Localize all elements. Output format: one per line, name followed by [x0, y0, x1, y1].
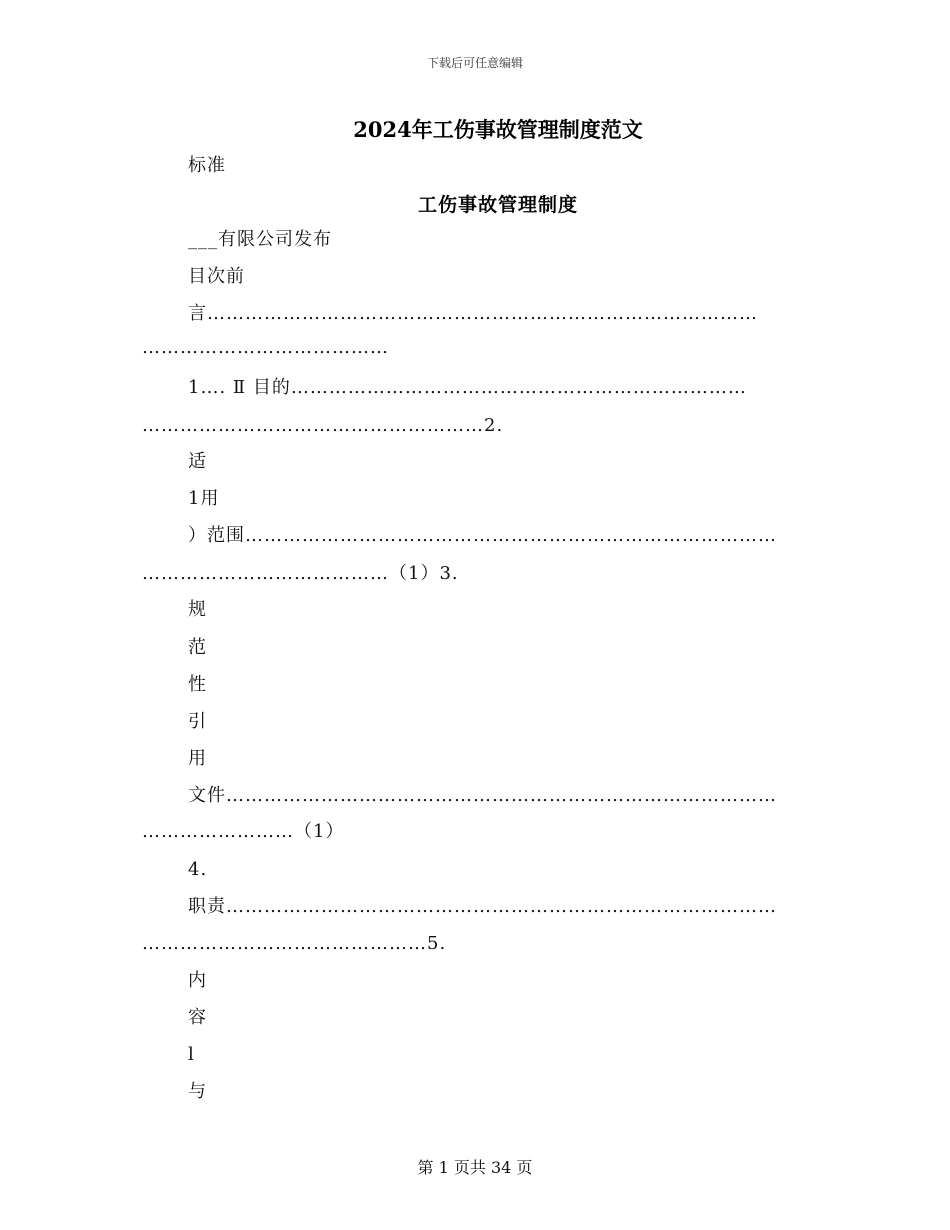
toc-line: 引: [188, 711, 207, 732]
toc-line: 用: [188, 748, 207, 769]
toc-line: l: [188, 1044, 195, 1065]
toc-line: ………………………………………5.: [142, 933, 447, 954]
toc-line: 内: [188, 970, 207, 991]
toc-line: …………………………………: [142, 337, 389, 358]
page-header: 下载后可任意编辑: [426, 56, 523, 70]
toc-line: …………………………………（1）3.: [142, 563, 459, 584]
toc-line: 规: [188, 599, 207, 620]
toc-line: 4.: [188, 859, 208, 880]
toc-line: 1用: [188, 488, 220, 509]
publisher-line: ___有限公司发布: [188, 229, 332, 250]
toc-line: 言……………………………………………………………………………: [188, 303, 758, 324]
toc-line: 范: [188, 637, 207, 658]
standard-label: 标准: [188, 155, 226, 176]
toc-line: 与: [188, 1081, 207, 1102]
toc-line: 适: [188, 451, 207, 472]
document-title: 2024年工伤事故管理制度范文: [353, 117, 643, 142]
toc-line: 目次前: [188, 266, 245, 287]
document-subtitle: 工伤事故管理制度: [417, 194, 578, 216]
toc-line: 1…. Ⅱ 目的………………………………………………………………: [188, 377, 747, 398]
page-footer: 第 1 页共 34 页: [417, 1158, 533, 1177]
toc-line: 文件……………………………………………………………………………: [188, 785, 777, 806]
toc-line: 职责……………………………………………………………………………: [188, 896, 777, 917]
toc-line: ………………………………………………2.: [142, 415, 504, 436]
toc-line: 性: [188, 674, 207, 695]
toc-line: ……………………（1）: [142, 821, 345, 842]
toc-line: ）范围…………………………………………………………………………: [188, 525, 777, 546]
toc-line: 容: [188, 1007, 207, 1028]
